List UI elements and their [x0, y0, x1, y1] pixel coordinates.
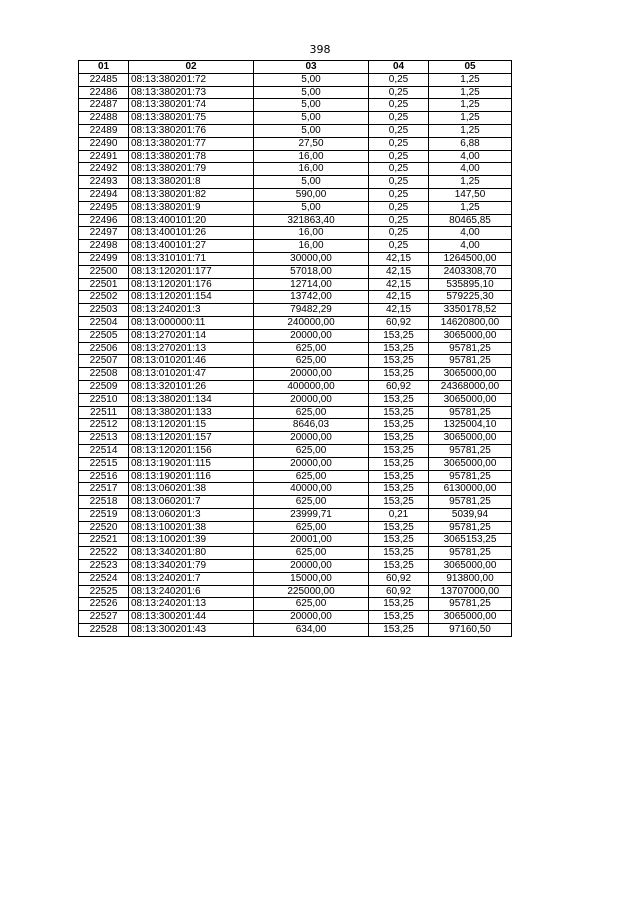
table-row — [79, 137, 512, 150]
table-row — [79, 380, 512, 393]
cell-02: 08:13:380201:133 — [129, 406, 254, 419]
cell-01: 22512 — [79, 419, 129, 432]
cell-02: 08:13:380201:76 — [129, 124, 254, 137]
cell-05: 6130000,00 — [429, 483, 512, 496]
cell-05: 95781,25 — [429, 598, 512, 611]
cell-01: 22497 — [79, 227, 129, 240]
cell-01: 22513 — [79, 432, 129, 445]
cell-04: 0,25 — [369, 73, 429, 86]
table-row — [79, 163, 512, 176]
table-row — [79, 73, 512, 86]
cell-01: 22515 — [79, 457, 129, 470]
cell-04: 153,25 — [369, 547, 429, 560]
cell-04: 153,25 — [369, 624, 429, 637]
table-row — [79, 470, 512, 483]
cell-04: 42,15 — [369, 278, 429, 291]
cell-03: 634,00 — [254, 624, 369, 637]
cell-02: 08:13:380201:79 — [129, 163, 254, 176]
cell-02: 08:13:270201:14 — [129, 329, 254, 342]
table-row — [79, 188, 512, 201]
cell-04: 42,15 — [369, 252, 429, 265]
cell-03: 20000,00 — [254, 432, 369, 445]
cell-03: 8646,03 — [254, 419, 369, 432]
cell-03: 5,00 — [254, 99, 369, 112]
cell-01: 22510 — [79, 393, 129, 406]
cell-04: 153,25 — [369, 457, 429, 470]
table-row — [79, 496, 512, 509]
cell-04: 153,25 — [369, 393, 429, 406]
cell-01: 22485 — [79, 73, 129, 86]
cell-03: 225000,00 — [254, 585, 369, 598]
cell-03: 625,00 — [254, 547, 369, 560]
cell-02: 08:13:380201:74 — [129, 99, 254, 112]
cell-05: 147,50 — [429, 188, 512, 201]
cell-01: 22527 — [79, 611, 129, 624]
cell-01: 22519 — [79, 508, 129, 521]
cell-04: 60,92 — [369, 380, 429, 393]
cell-01: 22498 — [79, 240, 129, 253]
cell-02: 08:13:400101:20 — [129, 214, 254, 227]
cell-02: 08:13:380201:73 — [129, 86, 254, 99]
cell-05: 95781,25 — [429, 496, 512, 509]
cell-03: 5,00 — [254, 73, 369, 86]
cell-05: 1,25 — [429, 73, 512, 86]
cell-05: 95781,25 — [429, 342, 512, 355]
cell-02: 08:13:120201:154 — [129, 291, 254, 304]
cell-01: 22522 — [79, 547, 129, 560]
cell-03: 30000,00 — [254, 252, 369, 265]
cell-05: 3350178,52 — [429, 304, 512, 317]
cell-02: 08:13:060201:38 — [129, 483, 254, 496]
cell-01: 22506 — [79, 342, 129, 355]
cell-02: 08:13:380201:77 — [129, 137, 254, 150]
cell-03: 5,00 — [254, 176, 369, 189]
cell-03: 16,00 — [254, 227, 369, 240]
cell-03: 625,00 — [254, 342, 369, 355]
column-header-05: 05 — [429, 61, 512, 74]
cell-05: 4,00 — [429, 240, 512, 253]
table-row — [79, 521, 512, 534]
cell-01: 22495 — [79, 201, 129, 214]
cell-02: 08:13:380201:78 — [129, 150, 254, 163]
cell-03: 20000,00 — [254, 560, 369, 573]
cell-05: 1,25 — [429, 124, 512, 137]
table-row — [79, 342, 512, 355]
cell-04: 153,25 — [369, 444, 429, 457]
cell-04: 0,25 — [369, 124, 429, 137]
cell-05: 13707000,00 — [429, 585, 512, 598]
cell-05: 913800,00 — [429, 572, 512, 585]
cell-05: 1,25 — [429, 99, 512, 112]
cell-05: 24368000,00 — [429, 380, 512, 393]
cell-04: 0,25 — [369, 214, 429, 227]
cell-05: 1325004,10 — [429, 419, 512, 432]
cell-03: 625,00 — [254, 470, 369, 483]
table-row — [79, 291, 512, 304]
cell-05: 3065000,00 — [429, 432, 512, 445]
cell-05: 1,25 — [429, 176, 512, 189]
cell-01: 22526 — [79, 598, 129, 611]
table-row — [79, 444, 512, 457]
cell-02: 08:13:060201:7 — [129, 496, 254, 509]
cell-05: 579225,30 — [429, 291, 512, 304]
cell-02: 08:13:310101:71 — [129, 252, 254, 265]
cell-02: 08:13:380201:82 — [129, 188, 254, 201]
cell-02: 08:13:380201:8 — [129, 176, 254, 189]
table-row — [79, 278, 512, 291]
cell-01: 22499 — [79, 252, 129, 265]
cell-01: 22501 — [79, 278, 129, 291]
cell-03: 12714,00 — [254, 278, 369, 291]
cell-02: 08:13:270201:13 — [129, 342, 254, 355]
cell-01: 22489 — [79, 124, 129, 137]
cell-03: 5,00 — [254, 124, 369, 137]
cell-02: 08:13:240201:3 — [129, 304, 254, 317]
cell-01: 22494 — [79, 188, 129, 201]
cell-03: 16,00 — [254, 163, 369, 176]
column-header-03: 03 — [254, 61, 369, 74]
cell-05: 95781,25 — [429, 406, 512, 419]
cell-01: 22502 — [79, 291, 129, 304]
cell-01: 22523 — [79, 560, 129, 573]
cell-01: 22486 — [79, 86, 129, 99]
cell-05: 80465,85 — [429, 214, 512, 227]
cell-03: 625,00 — [254, 521, 369, 534]
cell-04: 0,21 — [369, 508, 429, 521]
table-row — [79, 432, 512, 445]
cell-04: 153,25 — [369, 598, 429, 611]
table-row — [79, 201, 512, 214]
table-row — [79, 598, 512, 611]
table-row — [79, 150, 512, 163]
cell-04: 153,25 — [369, 611, 429, 624]
cell-05: 3065000,00 — [429, 368, 512, 381]
table-row — [79, 176, 512, 189]
table-row — [79, 560, 512, 573]
cell-03: 15000,00 — [254, 572, 369, 585]
table-row — [79, 112, 512, 125]
cell-02: 08:13:380201:9 — [129, 201, 254, 214]
cell-02: 08:13:320101:26 — [129, 380, 254, 393]
cell-02: 08:13:120201:156 — [129, 444, 254, 457]
cell-03: 625,00 — [254, 406, 369, 419]
cell-04: 153,25 — [369, 419, 429, 432]
cell-02: 08:13:120201:15 — [129, 419, 254, 432]
cell-03: 5,00 — [254, 112, 369, 125]
cell-05: 95781,25 — [429, 547, 512, 560]
cell-05: 95781,25 — [429, 470, 512, 483]
cell-05: 1,25 — [429, 201, 512, 214]
cell-01: 22516 — [79, 470, 129, 483]
cell-04: 153,25 — [369, 483, 429, 496]
cell-01: 22504 — [79, 316, 129, 329]
cell-01: 22511 — [79, 406, 129, 419]
cell-05: 1,25 — [429, 112, 512, 125]
cell-02: 08:13:240201:7 — [129, 572, 254, 585]
cell-04: 60,92 — [369, 572, 429, 585]
table-row — [79, 304, 512, 317]
cell-01: 22524 — [79, 572, 129, 585]
cell-01: 22503 — [79, 304, 129, 317]
table-row — [79, 419, 512, 432]
cell-03: 5,00 — [254, 201, 369, 214]
cell-01: 22492 — [79, 163, 129, 176]
cell-05: 3065153,25 — [429, 534, 512, 547]
cell-05: 3065000,00 — [429, 329, 512, 342]
cell-03: 5,00 — [254, 86, 369, 99]
cell-02: 08:13:010201:46 — [129, 355, 254, 368]
cell-05: 3065000,00 — [429, 393, 512, 406]
cell-03: 20000,00 — [254, 457, 369, 470]
cell-01: 22514 — [79, 444, 129, 457]
cell-01: 22488 — [79, 112, 129, 125]
cell-03: 20000,00 — [254, 368, 369, 381]
table-row — [79, 124, 512, 137]
data-table — [78, 60, 512, 637]
cell-03: 40000,00 — [254, 483, 369, 496]
cell-04: 42,15 — [369, 291, 429, 304]
cell-02: 08:13:120201:177 — [129, 265, 254, 278]
cell-01: 22509 — [79, 380, 129, 393]
cell-03: 625,00 — [254, 598, 369, 611]
cell-03: 57018,00 — [254, 265, 369, 278]
table-row — [79, 406, 512, 419]
table-row — [79, 329, 512, 342]
cell-04: 60,92 — [369, 585, 429, 598]
cell-05: 4,00 — [429, 163, 512, 176]
cell-04: 42,15 — [369, 265, 429, 278]
cell-02: 08:13:000000:11 — [129, 316, 254, 329]
cell-04: 153,25 — [369, 534, 429, 547]
cell-04: 0,25 — [369, 112, 429, 125]
table-row — [79, 227, 512, 240]
cell-01: 22517 — [79, 483, 129, 496]
cell-03: 20001,00 — [254, 534, 369, 547]
cell-01: 22518 — [79, 496, 129, 509]
cell-03: 240000,00 — [254, 316, 369, 329]
cell-05: 3065000,00 — [429, 560, 512, 573]
cell-01: 22525 — [79, 585, 129, 598]
table-row — [79, 393, 512, 406]
table-row — [79, 86, 512, 99]
cell-04: 0,25 — [369, 240, 429, 253]
cell-05: 14620800,00 — [429, 316, 512, 329]
table-row — [79, 316, 512, 329]
cell-03: 79482,29 — [254, 304, 369, 317]
cell-03: 400000,00 — [254, 380, 369, 393]
cell-03: 20000,00 — [254, 611, 369, 624]
cell-05: 3065000,00 — [429, 457, 512, 470]
cell-02: 08:13:340201:80 — [129, 547, 254, 560]
cell-05: 4,00 — [429, 150, 512, 163]
cell-04: 0,25 — [369, 227, 429, 240]
cell-02: 08:13:380201:75 — [129, 112, 254, 125]
cell-01: 22493 — [79, 176, 129, 189]
cell-04: 0,25 — [369, 137, 429, 150]
table-row — [79, 240, 512, 253]
cell-03: 23999,71 — [254, 508, 369, 521]
table-row — [79, 483, 512, 496]
cell-01: 22521 — [79, 534, 129, 547]
table-row — [79, 534, 512, 547]
cell-02: 08:13:190201:116 — [129, 470, 254, 483]
cell-05: 1,25 — [429, 86, 512, 99]
table-row — [79, 585, 512, 598]
cell-02: 08:13:060201:3 — [129, 508, 254, 521]
cell-02: 08:13:380201:72 — [129, 73, 254, 86]
cell-05: 2403308,70 — [429, 265, 512, 278]
cell-04: 60,92 — [369, 316, 429, 329]
cell-03: 16,00 — [254, 150, 369, 163]
cell-05: 95781,25 — [429, 355, 512, 368]
table-header-row — [79, 61, 512, 74]
cell-04: 0,25 — [369, 86, 429, 99]
cell-02: 08:13:240201:6 — [129, 585, 254, 598]
table-row — [79, 611, 512, 624]
cell-02: 08:13:100201:39 — [129, 534, 254, 547]
cell-04: 153,25 — [369, 521, 429, 534]
cell-05: 1264500,00 — [429, 252, 512, 265]
cell-05: 95781,25 — [429, 444, 512, 457]
cell-01: 22507 — [79, 355, 129, 368]
table-row — [79, 572, 512, 585]
cell-04: 153,25 — [369, 368, 429, 381]
table-row — [79, 368, 512, 381]
table-row — [79, 99, 512, 112]
cell-04: 153,25 — [369, 355, 429, 368]
column-header-01: 01 — [79, 61, 129, 74]
cell-03: 16,00 — [254, 240, 369, 253]
cell-01: 22500 — [79, 265, 129, 278]
cell-04: 153,25 — [369, 406, 429, 419]
cell-05: 535895,10 — [429, 278, 512, 291]
cell-04: 153,25 — [369, 560, 429, 573]
cell-02: 08:13:300201:44 — [129, 611, 254, 624]
table-row — [79, 214, 512, 227]
table-row — [79, 547, 512, 560]
cell-04: 0,25 — [369, 201, 429, 214]
cell-02: 08:13:300201:43 — [129, 624, 254, 637]
cell-01: 22491 — [79, 150, 129, 163]
cell-05: 6,88 — [429, 137, 512, 150]
cell-03: 20000,00 — [254, 393, 369, 406]
cell-02: 08:13:400101:26 — [129, 227, 254, 240]
cell-01: 22528 — [79, 624, 129, 637]
cell-03: 590,00 — [254, 188, 369, 201]
table-body — [79, 73, 512, 636]
cell-02: 08:13:400101:27 — [129, 240, 254, 253]
cell-04: 42,15 — [369, 304, 429, 317]
cell-03: 321863,40 — [254, 214, 369, 227]
cell-03: 27,50 — [254, 137, 369, 150]
page-number: 398 — [309, 43, 331, 56]
cell-04: 153,25 — [369, 329, 429, 342]
cell-05: 4,00 — [429, 227, 512, 240]
cell-03: 625,00 — [254, 444, 369, 457]
cell-04: 153,25 — [369, 496, 429, 509]
table-row — [79, 252, 512, 265]
cell-04: 153,25 — [369, 432, 429, 445]
cell-05: 5039,94 — [429, 508, 512, 521]
cell-05: 97160,50 — [429, 624, 512, 637]
cell-01: 22487 — [79, 99, 129, 112]
column-header-04: 04 — [369, 61, 429, 74]
cell-03: 20000,00 — [254, 329, 369, 342]
cell-03: 625,00 — [254, 355, 369, 368]
cell-01: 22496 — [79, 214, 129, 227]
table-row — [79, 265, 512, 278]
table-row — [79, 508, 512, 521]
cell-02: 08:13:190201:115 — [129, 457, 254, 470]
cell-02: 08:13:100201:38 — [129, 521, 254, 534]
cell-01: 22520 — [79, 521, 129, 534]
cell-02: 08:13:380201:134 — [129, 393, 254, 406]
cell-04: 153,25 — [369, 342, 429, 355]
column-header-02: 02 — [129, 61, 254, 74]
table-row — [79, 624, 512, 637]
cell-04: 0,25 — [369, 188, 429, 201]
cell-02: 08:13:340201:79 — [129, 560, 254, 573]
cell-04: 153,25 — [369, 470, 429, 483]
cell-01: 22505 — [79, 329, 129, 342]
cell-02: 08:13:010201:47 — [129, 368, 254, 381]
cell-02: 08:13:120201:176 — [129, 278, 254, 291]
table-row — [79, 457, 512, 470]
cell-05: 3065000,00 — [429, 611, 512, 624]
cell-03: 13742,00 — [254, 291, 369, 304]
cell-02: 08:13:240201:13 — [129, 598, 254, 611]
cell-04: 0,25 — [369, 176, 429, 189]
cell-04: 0,25 — [369, 163, 429, 176]
table-row — [79, 355, 512, 368]
cell-04: 0,25 — [369, 99, 429, 112]
cell-01: 22508 — [79, 368, 129, 381]
cell-05: 95781,25 — [429, 521, 512, 534]
cell-03: 625,00 — [254, 496, 369, 509]
cell-02: 08:13:120201:157 — [129, 432, 254, 445]
cell-04: 0,25 — [369, 150, 429, 163]
cell-01: 22490 — [79, 137, 129, 150]
